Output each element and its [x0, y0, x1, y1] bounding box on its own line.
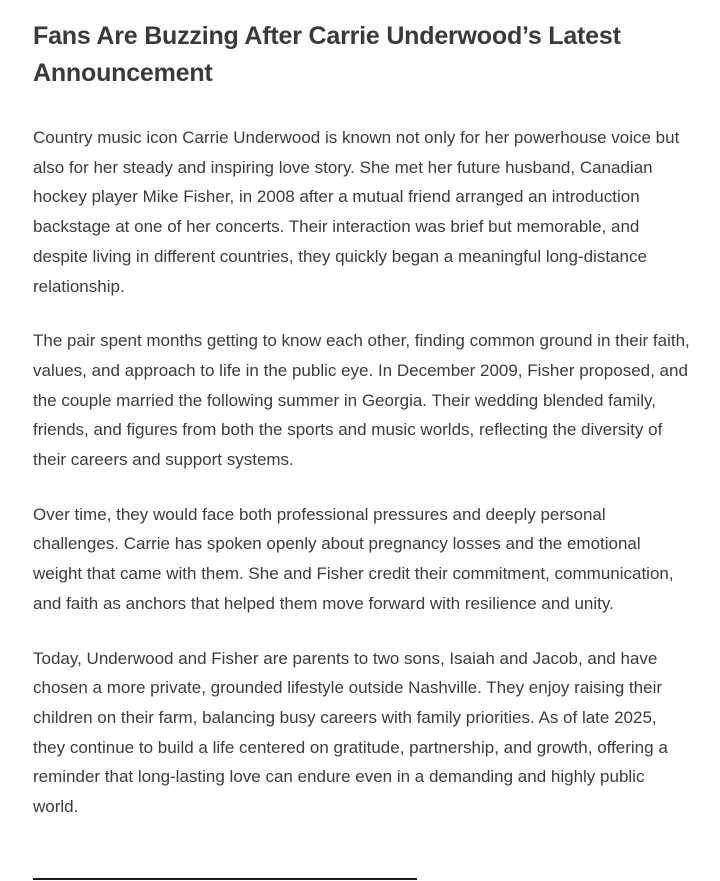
article [33, 18, 693, 847]
article-paragraph: Over time, they would face both professional pressures and deeply personal challenges. Carrie has spoken openly about pregnancy losses and the emotional weight that came with them. She and Fisher credit their commitment, communication, and faith as anchors that helped them move forward with resilience and unity. [33, 504, 674, 613]
article-paragraph: Today, Underwood and Fisher are parents to two sons, Isaiah and Jacob, and have chosen a more private, grounded lifestyle outside Nashville. They enjoy raising their children on their farm, balancing busy careers with family priorities. As of late 2025, they continue to build a life centered on gratitude, partnership, and growth, offering a reminder that long-lasting love can endure even in a demanding and highly public world. [33, 648, 668, 817]
article-paragraph: Country music icon Carrie Underwood is known not only for her powerhouse voice but also for her steady and inspiring love story. She met her future husband, Canadian hockey player Mike Fisher, in 2008 after a mutual friend arranged an introduction backstage at one of her concerts. Their interaction was brief but memorable, and despite living in different countries, they quickly began a meaningful long-distance relationship. [33, 128, 680, 296]
article-paragraph: The pair spent months getting to know each other, finding common ground in their faith, values, and approach to life in the public eye. In December 2009, Fisher proposed, and the couple married the following summer in Georgia. Their wedding blended family, friends, and figures from both the sports and music worlds, reflecting the diversity of their careers and support systems. [33, 331, 690, 470]
article-title: Fans Are Buzzing After Carrie Underwood’s Latest Announcement [33, 22, 621, 87]
article-body [33, 123, 693, 822]
section-divider [33, 878, 417, 880]
